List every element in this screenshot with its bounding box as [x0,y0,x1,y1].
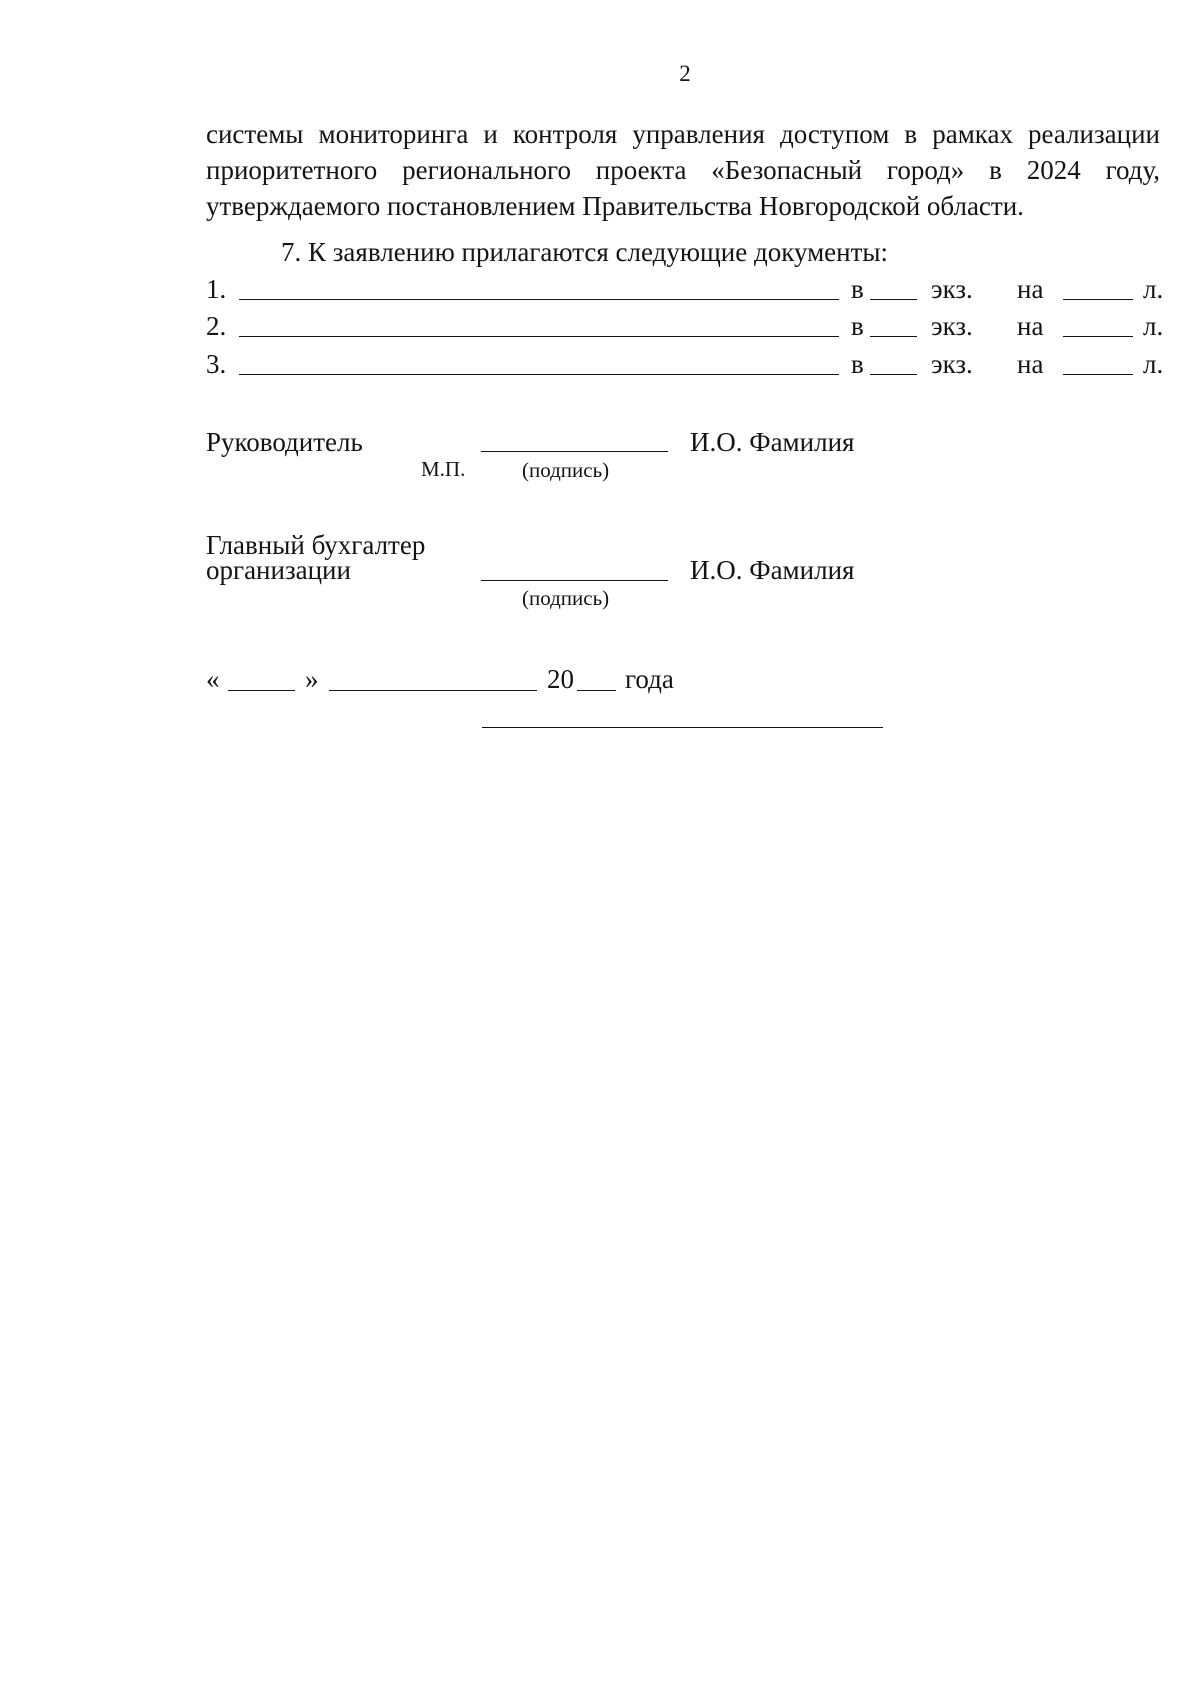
accountant-title-line2: организации [206,555,351,585]
month-field[interactable] [329,690,537,691]
sheets-field[interactable] [1063,336,1133,337]
sheets-field[interactable] [1063,299,1133,300]
sheets-label: л. [1143,274,1164,304]
copies-field[interactable] [870,336,917,337]
paragraph-line: системы мониторинга и контроля управления доступом в рамках реализации [206,119,1160,149]
director-title: Руководитель [206,427,363,457]
copies-label: экз. [931,311,973,341]
attachment-number: 3. [206,349,227,379]
director-signature-field[interactable] [481,451,668,452]
year-prefix: 20 [547,664,574,694]
document-name-field[interactable] [239,299,839,300]
day-field[interactable] [228,690,295,691]
attachment-number: 1. [206,274,227,304]
on-label: на [1017,274,1044,304]
attachment-number: 2. [206,311,227,341]
stamp-label: М.П. [421,457,466,481]
in-label: в [851,274,864,304]
intro-paragraph [206,116,1160,224]
attachments-heading: 7. К заявлению прилагаются следующие документы: [281,237,889,267]
copies-field[interactable] [870,374,917,375]
copies-label: экз. [931,349,973,379]
signature-caption: (подпись) [522,458,610,482]
in-label: в [851,349,864,379]
closing-separator [482,727,883,728]
sheets-label: л. [1143,349,1164,379]
accountant-signature-field[interactable] [481,580,668,581]
document-name-field[interactable] [239,336,839,337]
document-name-field[interactable] [239,374,839,375]
paragraph-line: приоритетного регионального проекта «Безопасный город» в 2024 году, [206,155,1160,185]
year-field[interactable] [577,690,616,691]
attachment-row [206,308,1164,344]
copies-field[interactable] [870,299,917,300]
accountant-name: И.О. Фамилия [690,555,855,585]
attachment-row [206,346,1164,382]
year-suffix: года [625,664,674,694]
sheets-label: л. [1143,311,1164,341]
director-name: И.О. Фамилия [690,427,855,457]
signature-caption: (подпись) [522,586,610,610]
sheets-field[interactable] [1063,374,1133,375]
copies-label: экз. [931,274,973,304]
date-close-quote: » [305,664,319,694]
page-number: 2 [679,61,691,86]
paragraph-line: утверждаемого постановлением Правительства Новгородской области. [206,191,1024,221]
on-label: на [1017,311,1044,341]
in-label: в [851,311,864,341]
attachment-row [206,271,1164,307]
date-open-quote: « [206,664,220,694]
accountant-title-line1: Главный бухгалтер [206,530,426,560]
on-label: на [1017,349,1044,379]
